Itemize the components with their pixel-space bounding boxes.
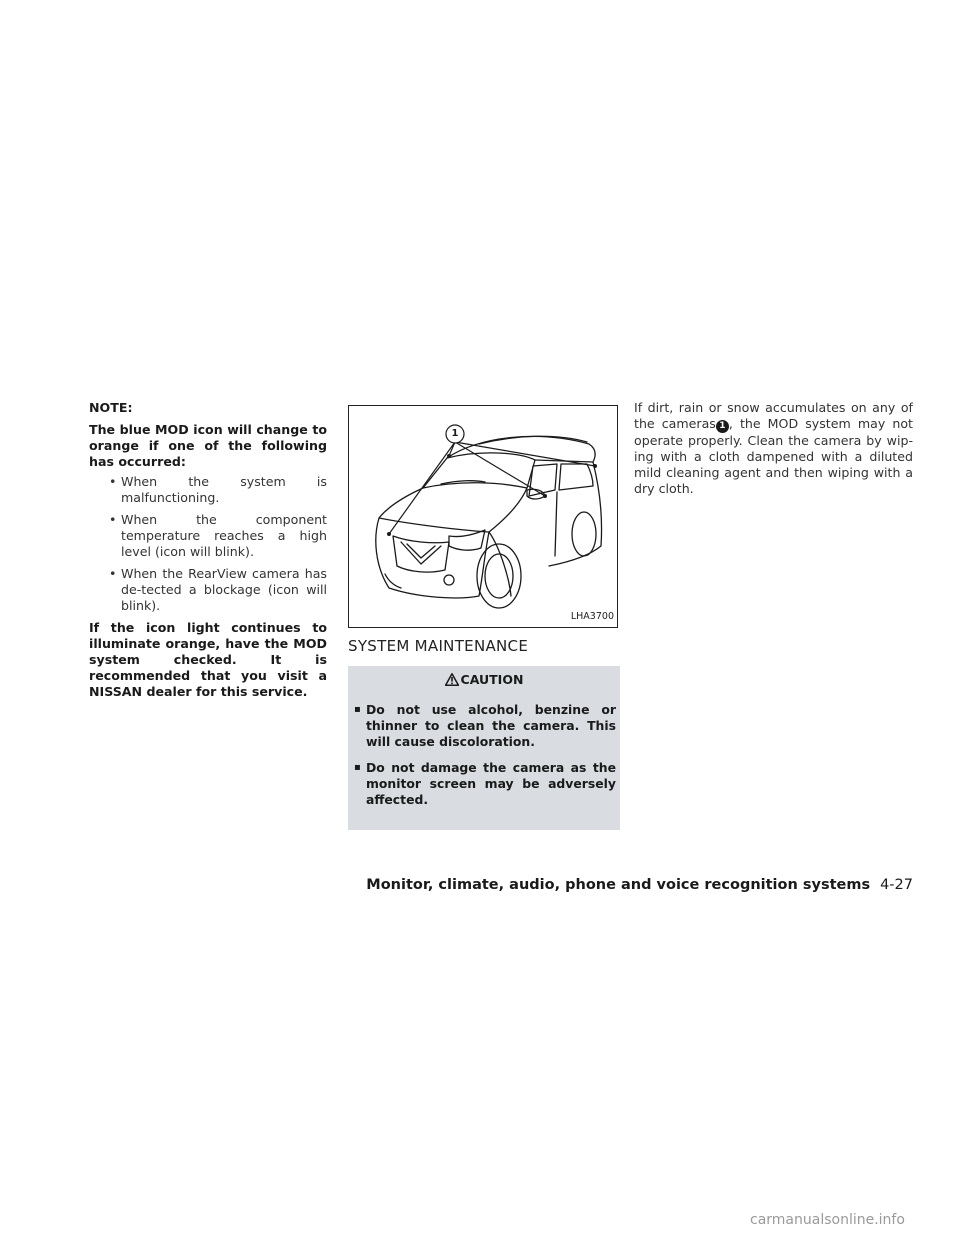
caution-box	[348, 666, 620, 830]
note-title: NOTE:	[89, 400, 133, 415]
vehicle-illustration	[349, 406, 617, 627]
figure-code: LHA3700	[570, 611, 614, 622]
section-title: SYSTEM MAINTENANCE	[348, 637, 529, 655]
warning-icon	[445, 673, 459, 690]
maintenance-text	[634, 400, 913, 497]
left-column	[89, 400, 327, 700]
note-closing: If the icon light continues to illuminate orange, have the MOD system checked. It is recommended that you visit a NISSAN dealer for this service.	[89, 620, 327, 699]
list-item: • When the RearView camera has de-tected a blockage (icon will blink).	[89, 566, 327, 614]
caution-heading	[352, 672, 616, 690]
note-intro: The blue MOD icon will change to orange if one of the following has occurred:	[89, 422, 327, 469]
page-number: 4-27	[880, 877, 913, 893]
middle-column	[348, 405, 620, 830]
footer-title: Monitor, climate, audio, phone and voice recognition systems	[366, 877, 871, 893]
list-item: ▪ Do not use alcohol, benzine or thinner to clean the camera. This will cause discoloration.	[352, 702, 616, 750]
list-item: • When the system is malfunctioning.	[89, 474, 327, 506]
list-item: ▪ Do not damage the camera as the monitor screen may be adversely affected.	[352, 760, 616, 808]
watermark: carmanualsonline.info	[750, 1212, 905, 1228]
callout-number-icon: 1	[716, 420, 729, 433]
maintenance-text-part-2: , the MOD system may not operate properly. Clean the camera by wip-ing with a cloth dampened with a diluted mild cleaning agent and then wiping with a dry cloth.	[634, 416, 913, 496]
maintenance-text-part-1: If dirt, rain or snow accumulates on any of the cameras	[634, 400, 913, 431]
list-item: • When the component temperature reaches a high level (icon will blink).	[89, 512, 327, 560]
camera-location-figure	[348, 405, 618, 628]
caution-list	[352, 702, 616, 808]
page-footer	[300, 877, 913, 893]
figure-callout-number: 1	[451, 428, 459, 439]
right-column	[634, 400, 913, 497]
caution-heading-text: CAUTION	[460, 672, 524, 687]
note-bullet-list	[89, 474, 327, 614]
